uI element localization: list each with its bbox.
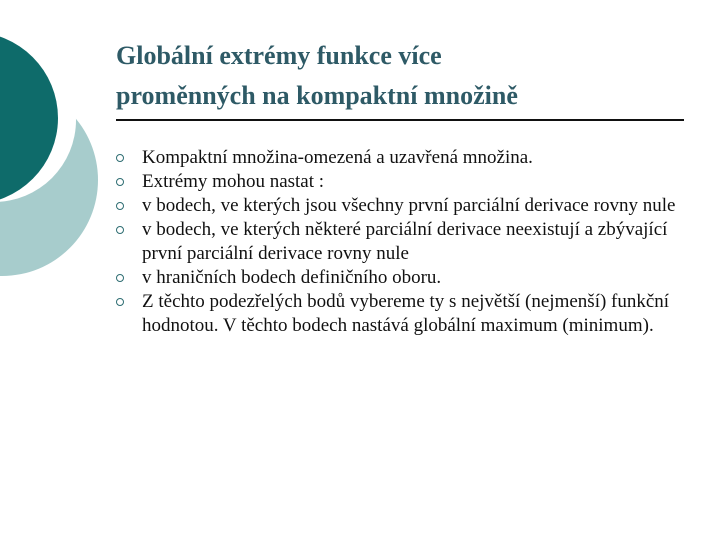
bullet-circle-icon (116, 274, 124, 282)
bullet-item (116, 266, 686, 290)
bullet-text: v bodech, ve kterých jsou všechny první parciální derivace rovny nule (142, 195, 676, 216)
bullet-item (116, 194, 686, 218)
bullet-text: Kompaktní množina-omezená a uzavřená množina. (142, 147, 533, 168)
slide-title (116, 36, 696, 116)
bullet-list (116, 146, 686, 338)
bullet-item (116, 170, 686, 194)
bullet-circle-icon (116, 202, 124, 210)
bullet-item (116, 146, 686, 170)
bullet-text: v hraničních bodech definičního oboru. (142, 267, 442, 288)
bullet-text: Z těchto podezřelých bodů vybereme ty s největší (nejmenší) funkční hodnotou. V těchto bodech nastává globální maximum (minimum). (142, 291, 670, 336)
bullet-item (116, 290, 686, 338)
bullet-circle-icon (116, 226, 124, 234)
bullet-text: v bodech, ve kterých některé parciální derivace neexistují a zbývající první parciální derivace rovny nule (142, 219, 668, 264)
bullet-circle-icon (116, 154, 124, 162)
bullet-text: Extrémy mohou nastat : (142, 171, 325, 192)
title-line-1: Globální extrémy funkce více (116, 41, 442, 70)
bullet-circle-icon (116, 298, 124, 306)
title-underline (116, 119, 684, 121)
bullet-circle-icon (116, 178, 124, 186)
title-line-2: proměnných na kompaktní množině (116, 81, 518, 110)
bullet-item (116, 218, 686, 266)
